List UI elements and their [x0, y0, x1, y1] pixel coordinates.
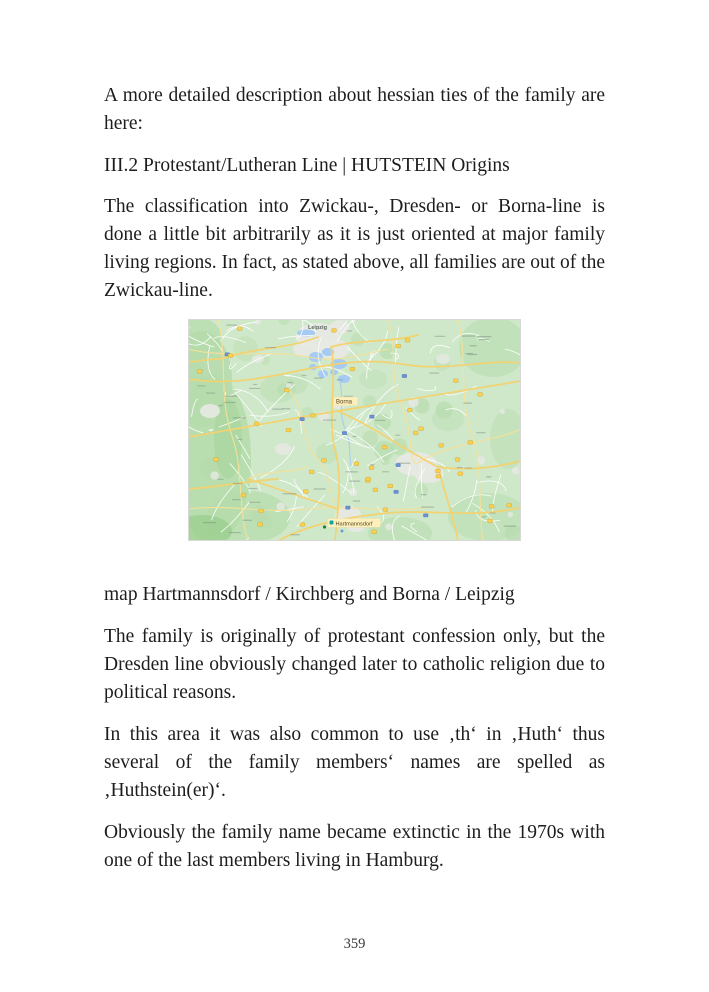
map-figure	[188, 319, 521, 541]
paragraph-classification: The classification into Zwickau-, Dresden- or Borna-line is done a little bit arbitrarily as it is just oriented at major family living regions. In fact, as stated above, all families are out of the Zwickau-line.	[104, 196, 605, 301]
map-label-leipzig: Leipzig	[308, 325, 327, 331]
map-base-layers	[188, 319, 521, 541]
place-marker-icon	[330, 521, 334, 525]
section-heading: III.2 Protestant/Lutheran Line | HUTSTEIN Origins	[104, 155, 510, 176]
map-image	[188, 319, 521, 541]
map-label-borna: Borna	[336, 399, 353, 406]
map-label-borna-highlight	[334, 397, 358, 406]
document-body	[104, 82, 605, 889]
page-number: 359	[343, 936, 366, 952]
map-label-hartmannsdorf: Hartmannsdorf	[335, 521, 373, 528]
paragraph-confession: The family is originally of protestant confession only, but the Dresden line obviously changed later to catholic religion due to political reasons.	[104, 626, 605, 703]
paragraph-spelling: In this area it was also common to use ‚th‘ in ‚Huth‘ thus several of the family members‘ names are spelled as ‚Huthstein(er)‘.	[104, 724, 605, 801]
paragraph-intro: A more detailed description about hessian ties of the family are here:	[104, 85, 605, 134]
map-caption: map Hartmannsdorf / Kirchberg and Borna / Leipzig	[104, 584, 515, 605]
paragraph-extinct: Obviously the family name became extinctic in the 1970s with one of the last members living in Hamburg.	[104, 822, 605, 871]
map-label-hartmannsdorf-highlight	[328, 519, 381, 528]
